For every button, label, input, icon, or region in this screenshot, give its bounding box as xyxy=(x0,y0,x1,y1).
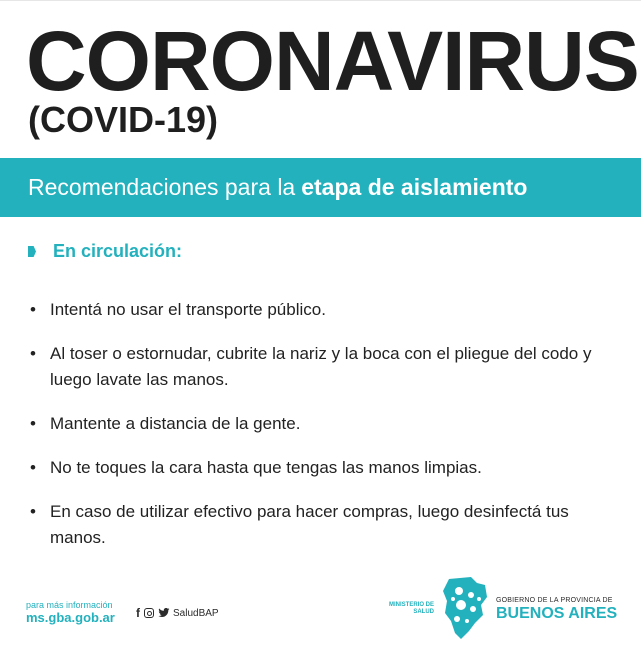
list-item xyxy=(26,411,626,437)
section-heading-label: En circulación: xyxy=(53,241,183,261)
list-item-text: Mantente a distancia de la gente. xyxy=(50,414,301,433)
list-item xyxy=(26,297,626,323)
list-item-text: No te toques la cara hasta que tengas las manos limpias. xyxy=(50,458,482,477)
list-item-text: Al toser o estornudar, cubrite la nariz y la boca con el pliegue del codo y luego lavate las manos. xyxy=(50,344,592,389)
section-heading xyxy=(28,241,182,262)
ministry-line2: SALUD xyxy=(413,609,434,615)
list-item-text: En caso de utilizar efectivo para hacer compras, luego desinfectá tus manos. xyxy=(50,502,569,547)
instagram-icon[interactable] xyxy=(144,608,154,618)
social-handle: SaludBAP xyxy=(173,607,219,619)
ministry-line1: MINISTERIO DE xyxy=(388,602,434,608)
info-label: para más información xyxy=(26,600,113,610)
gov-line2: BUENOS AIRES xyxy=(496,605,618,622)
banner-text-bold: etapa de aislamiento xyxy=(301,174,528,200)
social-links xyxy=(136,607,219,619)
ministry-label xyxy=(378,602,434,616)
recommendation-banner xyxy=(0,158,641,217)
twitter-icon[interactable] xyxy=(158,608,170,618)
recommendation-list xyxy=(26,297,626,569)
province-map-logo-icon xyxy=(441,575,489,641)
section-marker-icon xyxy=(28,246,36,257)
list-item xyxy=(26,341,626,393)
footer-info xyxy=(26,600,115,626)
banner-text-regular: Recomendaciones para la xyxy=(28,174,296,200)
bullet-icon: • xyxy=(30,300,36,319)
facebook-icon[interactable]: f xyxy=(136,606,140,620)
bullet-icon: • xyxy=(30,414,36,433)
list-item xyxy=(26,455,626,481)
page-title: CORONAVIRUS xyxy=(26,14,639,108)
website-link[interactable]: ms.gba.gob.ar xyxy=(26,610,115,625)
bullet-icon: • xyxy=(30,458,36,477)
bullet-icon: • xyxy=(30,344,36,363)
list-item xyxy=(26,499,626,551)
list-item-text: Intentá no usar el transporte público. xyxy=(50,300,326,319)
bullet-icon: • xyxy=(30,502,36,521)
government-logo-text xyxy=(496,597,617,623)
gov-line1: GOBIERNO DE LA PROVINCIA DE xyxy=(496,597,613,604)
page-subtitle: (COVID-19) xyxy=(28,99,219,140)
